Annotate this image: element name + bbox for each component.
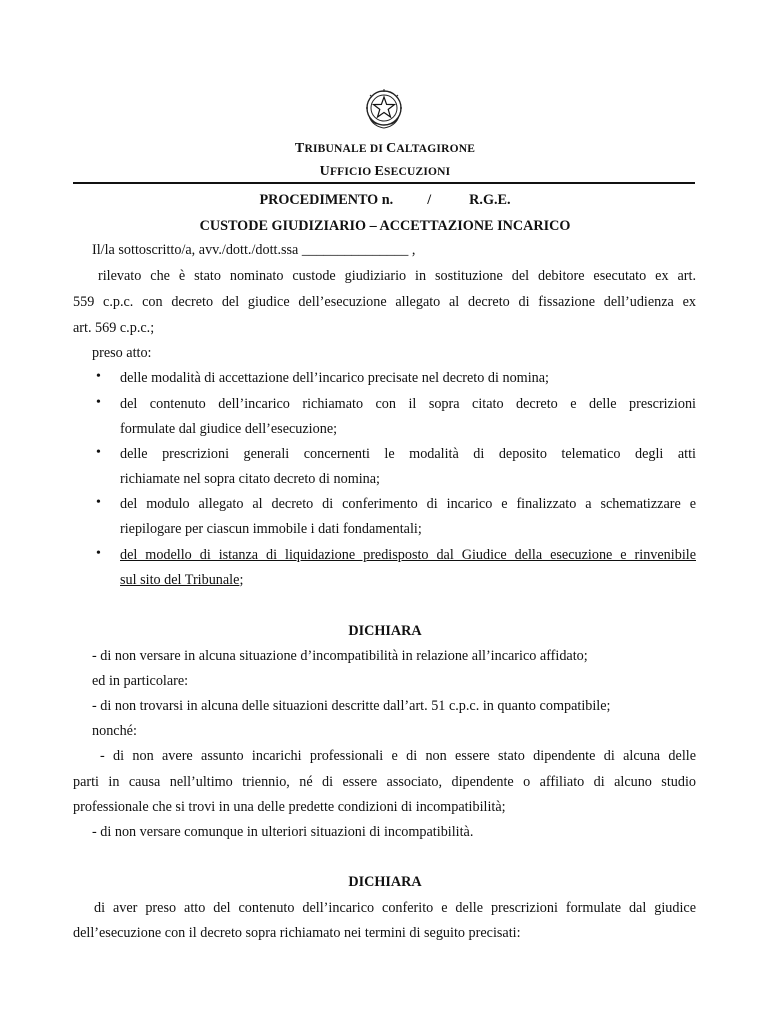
bullet-symbol: • — [96, 546, 101, 561]
bullet-4-line1: del modulo allegato al decreto di conferimento di incarico e finalizzato a schematizzare e — [120, 496, 696, 512]
dichiara1-item-1: - di non versare in alcuna situazione d’incompatibilità in relazione all’incarico affidato; — [92, 648, 588, 664]
bullet-5-line2: sul sito del Tribunale; — [120, 572, 244, 588]
bullet-3-line2: richiamate nel sopra citato decreto di nomina; — [120, 471, 381, 487]
dichiara-heading-1: DICHIARA — [348, 623, 422, 639]
dichiara1-item-5-line1: - di non avere assunto incarichi professionali e di non essere stato dipendente di alcuna delle — [100, 748, 696, 764]
intro-signatory: Il/la sottoscritto/a, avv./dott./dott.ssa _______________ , — [92, 242, 416, 258]
intro-rilevato-line1: rilevato che è stato nominato custode giudiziario in sostituzione del debitore esecutato ex art. — [98, 268, 696, 284]
dichiara2-line1: di aver preso atto del contenuto dell’incarico conferito e delle prescrizioni formulate dal giudice — [94, 900, 696, 916]
bullet-2-line2: formulate dal giudice dell’esecuzione; — [120, 421, 338, 437]
dichiara1-item-3: - di non trovarsi in alcuna delle situazioni descritte dall’art. 51 c.p.c. in quanto compatibile; — [92, 698, 611, 714]
dichiara1-item-4: nonché: — [92, 723, 137, 739]
bullet-5-line1: del modello di istanza di liquidazione predisposto dal Giudice della esecuzione e rinvenibile — [120, 547, 696, 563]
dichiara1-item-5-line3: professionale che si trovi in una delle predette condizioni di incompatibilità; — [73, 799, 506, 815]
dichiara1-item-5-line2: parti in causa nell’ultimo triennio, né di essere associato, dipendente o affiliato di alcuno studio — [73, 774, 696, 790]
tribunale-site-link[interactable]: sul sito del Tribunale — [120, 572, 240, 588]
court-name: TRIBUNALE DI CALTAGIRONE — [294, 141, 476, 156]
dichiara-heading-2: DICHIARA — [348, 874, 422, 890]
bullet-4-line2: riepilogare per ciascun immobile i dati fondamentali; — [120, 521, 422, 537]
procedimento-title: PROCEDIMENTO n. / R.G.E. — [259, 192, 511, 208]
office-name: UFFICIO ESECUZIONI — [319, 164, 451, 179]
dichiara1-item-6: - di non versare comunque in ulteriori situazioni di incompatibilità. — [92, 824, 474, 840]
bullet-1: delle modalità di accettazione dell’incarico precisate nel decreto di nomina; — [120, 370, 549, 386]
bullet-symbol: • — [96, 395, 101, 410]
intro-rilevato-line3: art. 569 c.p.c.; — [73, 320, 155, 336]
bullet-2-line1: del contenuto dell’incarico richiamato con il sopra citato decreto e delle prescrizioni — [120, 396, 696, 412]
italian-republic-emblem-icon — [360, 84, 408, 132]
dichiara1-item-2: ed in particolare: — [92, 673, 189, 689]
bullet-symbol: • — [96, 445, 101, 460]
intro-rilevato-line2: 559 c.p.c. con decreto del giudice dell’esecuzione allegato al decreto di fissazione dell’udienza ex — [73, 294, 696, 310]
bullet-symbol: • — [96, 369, 101, 384]
bullet-3-line1: delle prescrizioni generali concernenti le modalità di deposito telematico degli atti — [120, 446, 696, 462]
dichiara2-line2: dell’esecuzione con il decreto sopra richiamato nei termini di seguito precisati: — [73, 925, 521, 941]
preso-atto-label: preso atto: — [92, 345, 152, 361]
header-divider — [73, 182, 695, 184]
bullet-symbol: • — [96, 495, 101, 510]
document-title: CUSTODE GIUDIZIARIO – ACCETTAZIONE INCARICO — [199, 218, 571, 234]
